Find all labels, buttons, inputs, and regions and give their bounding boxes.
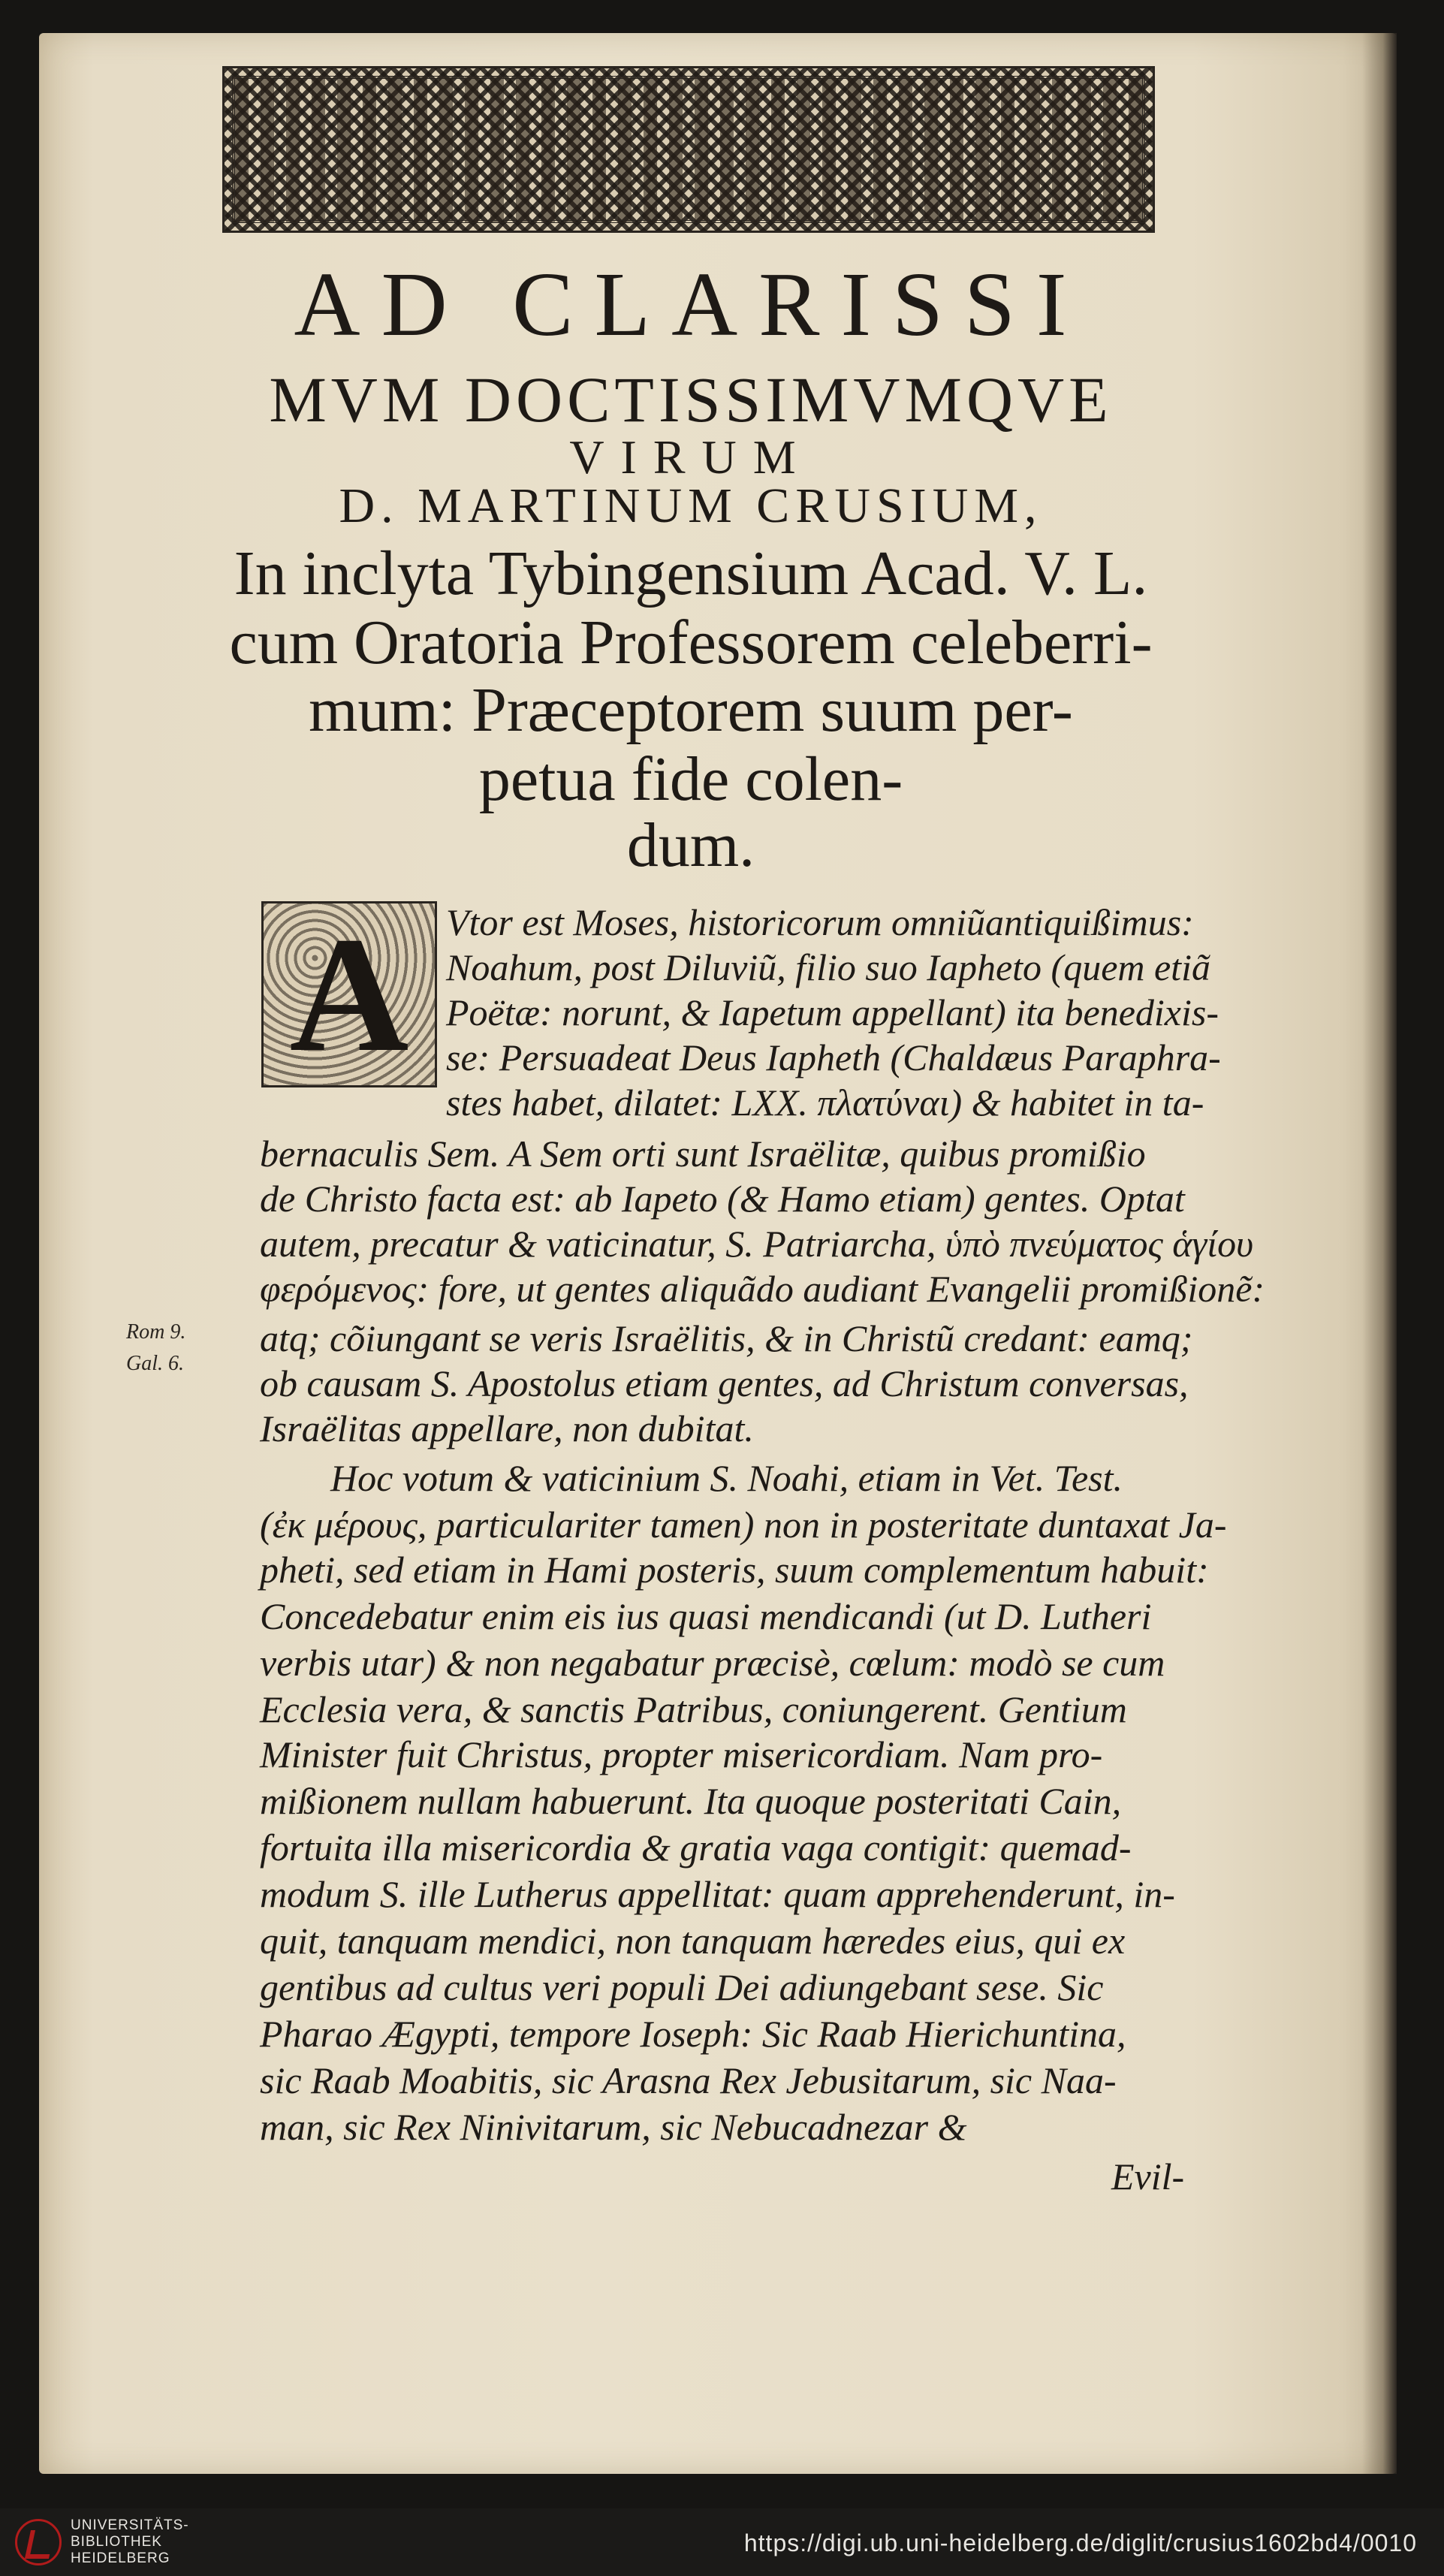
body-line: mißionem nullam habuerunt. Ita quoque posteritati Cain, (260, 1780, 1122, 1822)
body-line: stes habet, dilatet: LXX. πλατύναι) & habitet in ta- (446, 1081, 1204, 1124)
headpiece-ornament (222, 66, 1155, 233)
body-line: pheti, sed etiam in Hami posteris, suum complementum habuit: (260, 1549, 1209, 1591)
body-line: Ecclesia vera, & sanctis Patribus, coniungerent. Gentium (260, 1688, 1127, 1730)
library-name-line-3: HEIDELBERG (71, 2550, 170, 2566)
initial-letter: A (289, 903, 409, 1086)
source-url[interactable]: https://digi.ub.uni-heidelberg.de/diglit/crusius1602bd4/0010 (743, 2529, 1417, 2556)
heading-line-7: mum: Præceptorem suum per- (309, 675, 1073, 745)
body-line: Israëlitas appellare, non dubitat. (260, 1407, 754, 1449)
body-line: gentibus ad cultus veri populi Dei adiungebant sese. Sic (260, 1966, 1104, 2008)
heading-line-9: dum. (626, 810, 755, 880)
body-line: Vtor est Moses, historicorum omniũantiquißimus: (446, 901, 1194, 943)
library-logo-icon (15, 2519, 62, 2565)
heading-line-8: petua fide colen- (478, 744, 903, 814)
heading-line-1: AD CLARISSI (294, 254, 1088, 355)
body-line: bernaculis Sem. A Sem orti sunt Israëlitæ, quibus promißio (260, 1133, 1146, 1175)
body-line: Hoc votum & vaticinium S. Noahi, etiam in Vet. Test. (330, 1457, 1123, 1499)
body-line: φερόμενος: fore, ut gentes aliquãdo audiant Evangelii promißionẽ: (260, 1268, 1265, 1310)
margin-note: Rom 9. (126, 1320, 186, 1344)
body-line: (ἐκ μέρους, particulariter tamen) non in posteritate duntaxat Ja- (260, 1504, 1227, 1546)
heading-line-6: cum Oratoria Professorem celeberri- (229, 608, 1153, 677)
body-line: modum S. ille Lutherus appellitat: quam apprehenderunt, in- (260, 1873, 1175, 1915)
heading-line-3: VIRUM (569, 430, 812, 484)
body-line: quit, tanquam mendici, non tanquam hæredes eius, qui ex (260, 1920, 1126, 1962)
body-line: se: Persuadeat Deus Iapheth (Chaldæus Paraphra- (446, 1036, 1221, 1078)
body-line: Minister fuit Christus, propter misericordiam. Nam pro- (260, 1733, 1103, 1775)
body-line: ob causam S. Apostolus etiam gentes, ad Christum conversas, (260, 1362, 1189, 1404)
book-gutter (1362, 33, 1397, 2474)
body-line: man, sic Rex Ninivitarum, sic Nebucadnezar & (260, 2106, 967, 2148)
body-line: autem, precatur & vaticinatur, S. Patriarcha, ὑπὸ πνεύματος ἁγίου (260, 1223, 1254, 1265)
catchword: Evil- (1111, 2155, 1185, 2197)
body-line: atq; cõiungant se veris Israëlitis, & in Christũ credant: eamq; (260, 1317, 1193, 1359)
decorated-initial (261, 901, 437, 1087)
body-line: fortuita illa misericordia & gratia vaga contigit: quemad- (260, 1826, 1132, 1869)
library-name-line-1: UNIVERSITÄTS- (71, 2517, 189, 2533)
body-line: Poëtæ: norunt, & Iapetum appellant) ita benedixis- (446, 991, 1219, 1033)
library-name-line-2: BIBLIOTHEK (71, 2534, 162, 2550)
body-line: sic Raab Moabitis, sic Arasna Rex Jebusitarum, sic Naa- (260, 2059, 1117, 2101)
heading-line-5: In inclyta Tybingensium Acad. V. L. (234, 538, 1148, 608)
body-line: Pharao Ægypti, tempore Ioseph: Sic Raab Hierichuntina, (260, 2013, 1126, 2055)
body-line: Noahum, post Diluviũ, filio suo Iapheto (quem etiã (446, 946, 1210, 988)
heading-line-4: D. MARTINUM CRUSIUM, (339, 478, 1043, 533)
body-line: Concedebatur enim eis ius quasi mendicandi (ut D. Lutheri (260, 1595, 1152, 1637)
heading-line-2: MVM DOCTISSIMVMQVE (269, 363, 1113, 436)
body-line: verbis utar) & non negabatur præcisè, cœlum: modò se cum (260, 1642, 1165, 1684)
body-line: de Christo facta est: ab Iapeto (& Hamo etiam) gentes. Optat (260, 1178, 1185, 1220)
margin-note: Gal. 6. (126, 1352, 184, 1375)
